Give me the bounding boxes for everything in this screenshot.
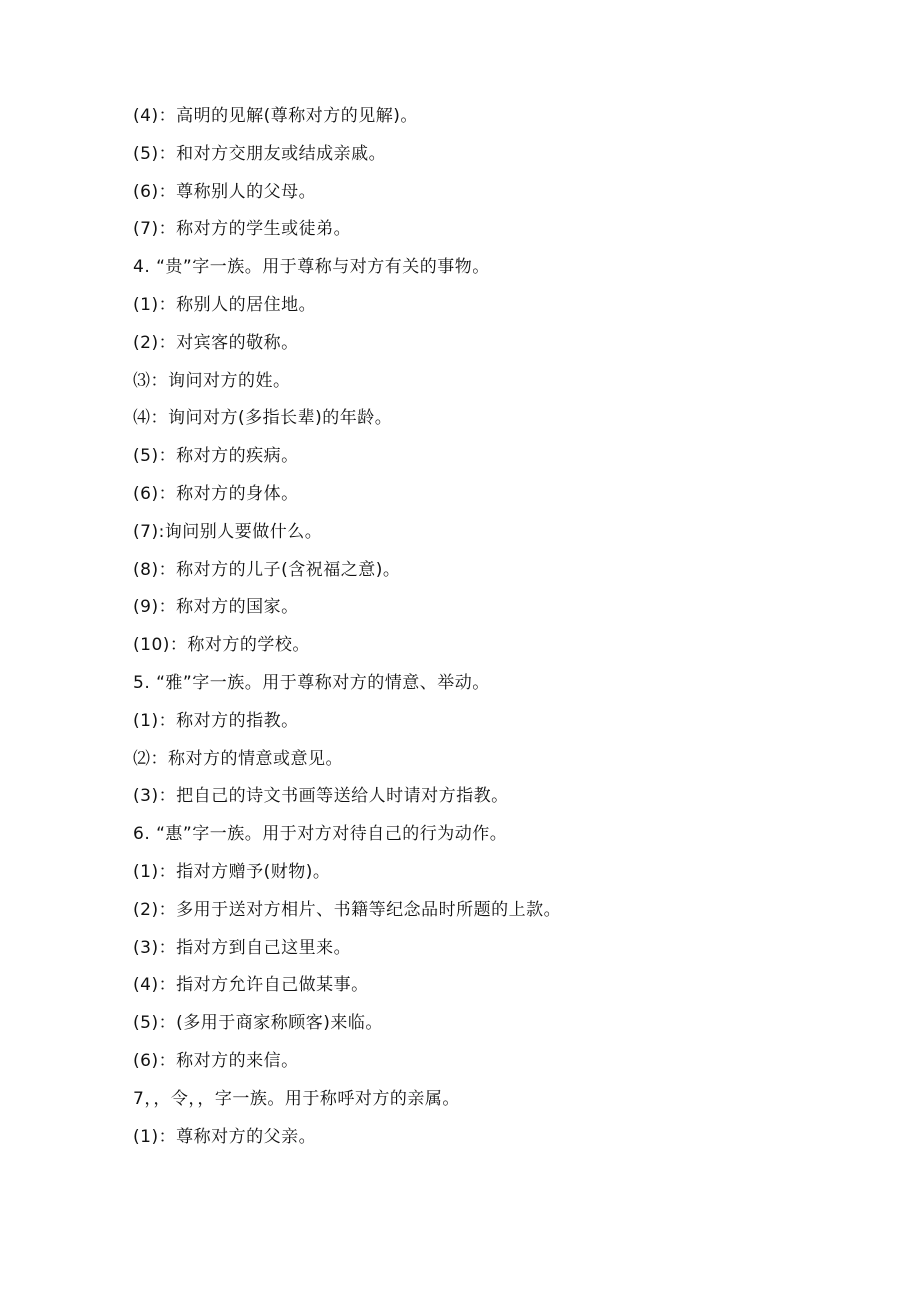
section-heading: 7，，令，，字一族。用于称呼对方的亲属。 (133, 1088, 460, 1109)
list-item: ⑶：询问对方的姓。 (133, 370, 291, 391)
list-item: (4)：高明的见解(尊称对方的见解)。 (133, 106, 418, 126)
section-heading: 5. “雅”字一族。用于尊称对方的情意、举动。 (133, 672, 490, 693)
list-item: (7):询问别人要做什么。 (133, 521, 323, 542)
list-item: (7)：称对方的学生或徒弟。 (133, 219, 352, 240)
list-item: (3)：指对方到自己这里来。 (133, 937, 352, 958)
list-item: (6)：称对方的来信。 (133, 1050, 299, 1071)
list-item: (4)：指对方允许自己做某事。 (133, 975, 369, 996)
list-item: (9)：称对方的国家。 (133, 597, 299, 618)
list-item: (5)：(多用于商家称顾客)来临。 (133, 1013, 383, 1034)
list-item: (1)：称对方的指教。 (133, 710, 299, 731)
list-item: (1)：称别人的居住地。 (133, 294, 317, 315)
list-item: (2)：对宾客的敬称。 (133, 332, 299, 353)
list-item: (1)：指对方赠予(财物)。 (133, 861, 331, 882)
list-item: (2)：多用于送对方相片、书籍等纪念品时所题的上款。 (133, 899, 562, 920)
list-item: ⑵：称对方的情意或意见。 (133, 748, 343, 769)
list-item: (3)：把自己的诗文书画等送给人时请对方指教。 (133, 786, 509, 807)
list-item: ⑷：询问对方(多指长辈)的年龄。 (133, 408, 393, 429)
list-item: (10)：称对方的学校。 (133, 635, 310, 656)
list-item: (6)：尊称别人的父母。 (133, 181, 317, 202)
section-heading: 4. “贵”字一族。用于尊称与对方有关的事物。 (133, 257, 490, 278)
section-heading: 6. “惠”字一族。用于对方对待自己的行为动作。 (133, 824, 508, 845)
text-block (133, 100, 893, 1158)
list-item: (5)：和对方交朋友或结成亲戚。 (133, 143, 387, 164)
list-item: (5)：称对方的疾病。 (133, 446, 299, 467)
list-item: (1)：尊称对方的父亲。 (133, 1126, 317, 1147)
list-item: (6)：称对方的身体。 (133, 483, 299, 504)
list-item: (8)：称对方的儿子(含祝福之意)。 (133, 559, 401, 580)
